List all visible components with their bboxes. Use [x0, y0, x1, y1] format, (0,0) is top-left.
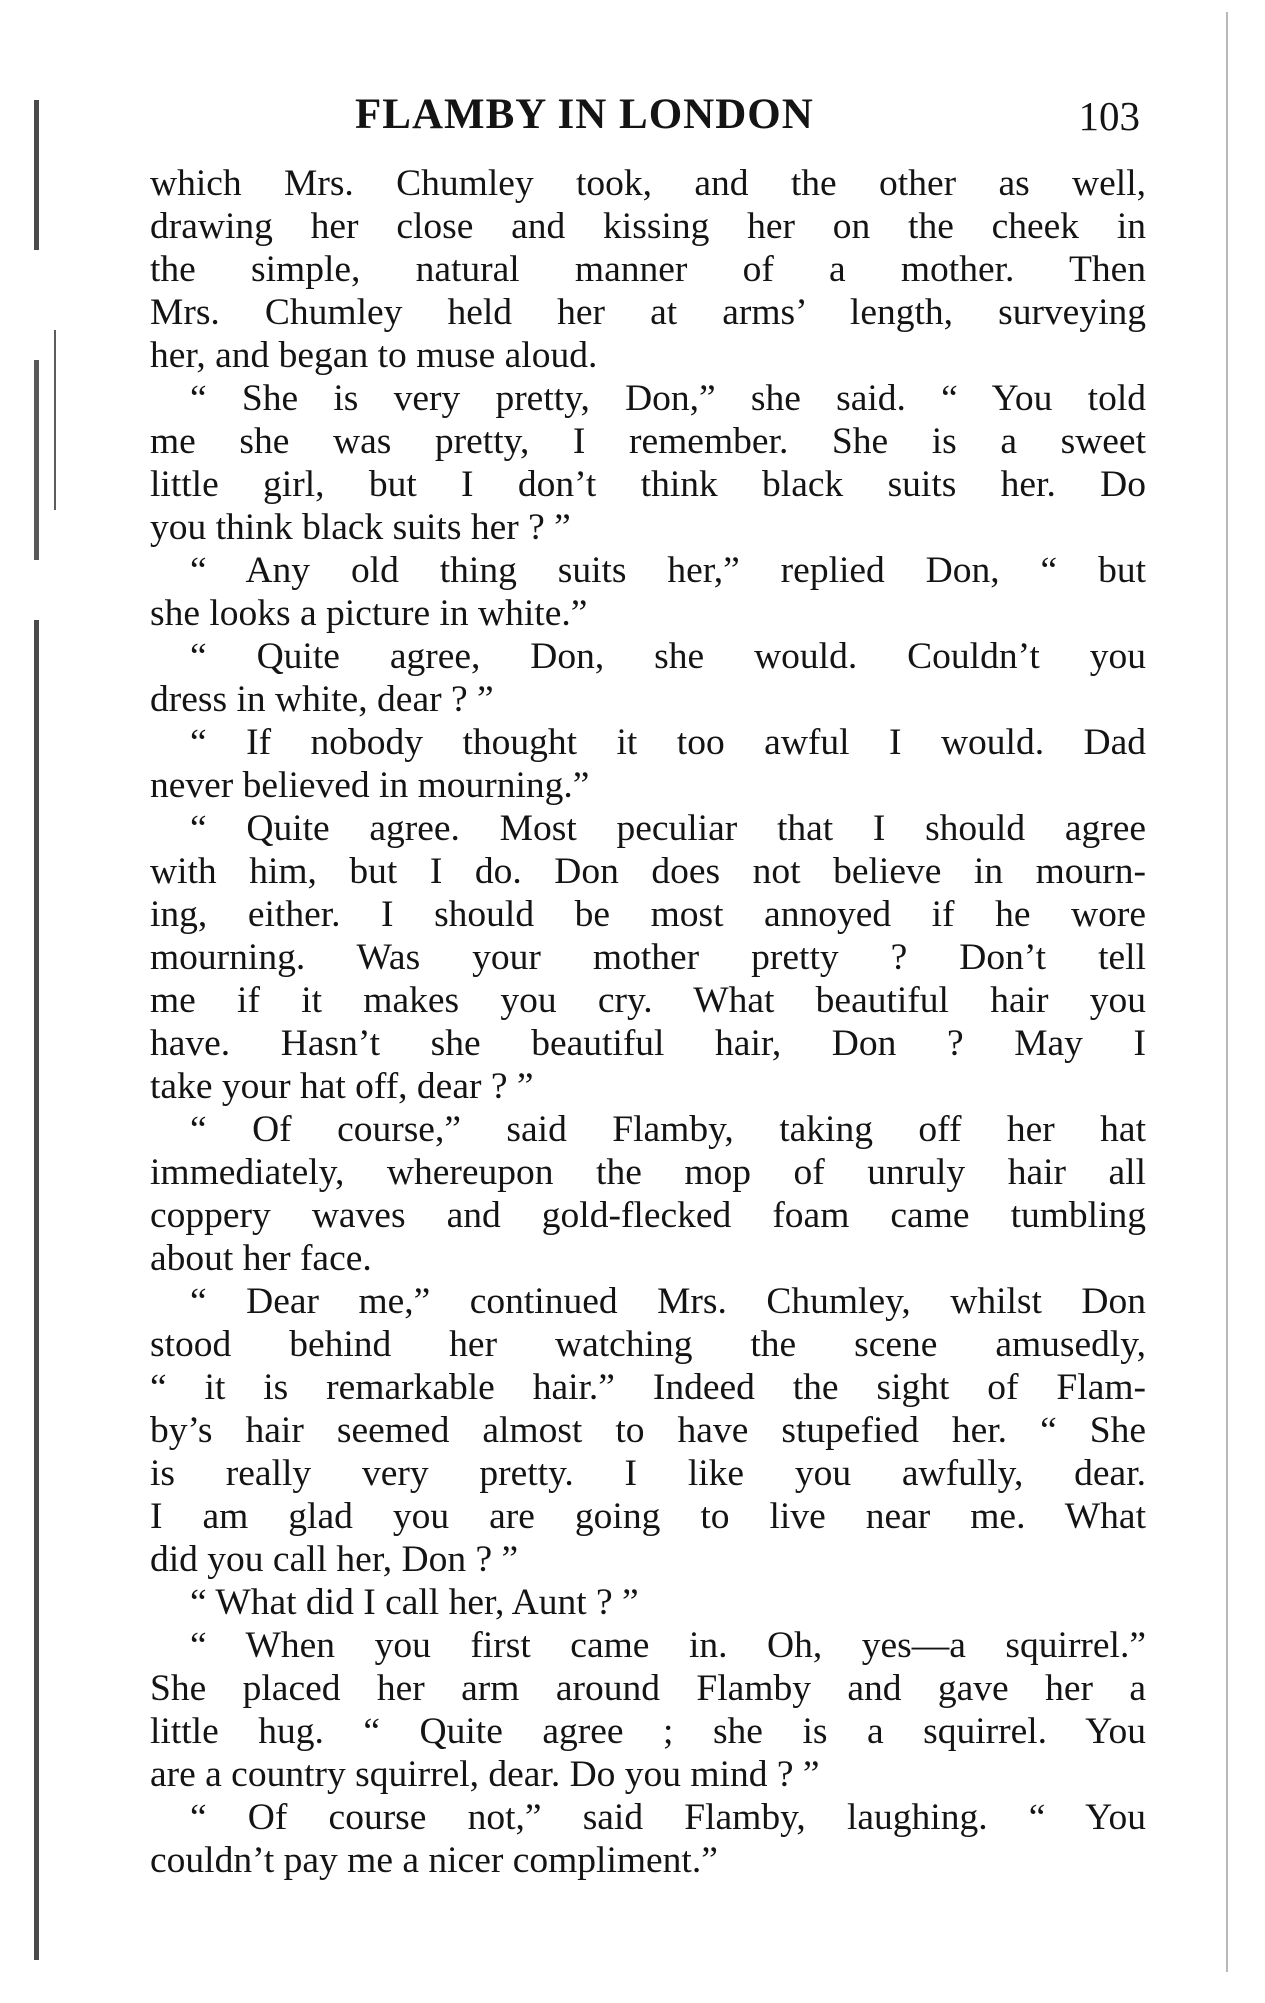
text-line: “ Of course not,” said Flamby, laughing. “ You: [190, 1797, 1146, 1838]
scan-binding-mark: [54, 330, 56, 510]
text-line: “ it is remarkable hair.” Indeed the sight of Flam-: [150, 1367, 1146, 1408]
text-line: with him, but I do. Don does not believe in mourn-: [150, 851, 1146, 892]
text-line: little hug. “ Quite agree ; she is a squirrel. You: [150, 1711, 1146, 1752]
running-head: FLAMBY IN LONDON: [355, 91, 814, 138]
text-line: stood behind her watching the scene amusedly,: [150, 1324, 1146, 1365]
text-line: which Mrs. Chumley took, and the other as well,: [150, 163, 1146, 204]
text-line: have. Hasn’t she beautiful hair, Don ? May I: [150, 1023, 1146, 1064]
text-line: “ Dear me,” continued Mrs. Chumley, whilst Don: [190, 1281, 1146, 1322]
text-line: me she was pretty, I remember. She is a sweet: [150, 421, 1146, 462]
text-line: “ Quite agree, Don, she would. Couldn’t you: [190, 636, 1146, 677]
text-line: did you call her, Don ? ”: [150, 1539, 519, 1580]
text-line: “ Any old thing suits her,” replied Don, “ but: [190, 550, 1146, 591]
text-line: me if it makes you cry. What beautiful hair you: [150, 980, 1146, 1021]
text-line: She placed her arm around Flamby and gave her a: [150, 1668, 1146, 1709]
text-line: Mrs. Chumley held her at arms’ length, surveying: [150, 292, 1146, 333]
text-line: I am glad you are going to live near me. What: [150, 1496, 1146, 1537]
text-line: “ When you first came in. Oh, yes—a squirrel.”: [190, 1625, 1146, 1666]
scan-binding-shadow: [34, 40, 39, 1960]
scan-page-edge: [1226, 12, 1228, 1972]
text-line: “ If nobody thought it too awful I would. Dad: [190, 722, 1146, 763]
text-line: dress in white, dear ? ”: [150, 679, 494, 720]
text-line: immediately, whereupon the mop of unruly hair all: [150, 1152, 1146, 1193]
text-line: ing, either. I should be most annoyed if he wore: [150, 894, 1146, 935]
text-line: drawing her close and kissing her on the cheek in: [150, 206, 1146, 247]
text-line: “ She is very pretty, Don,” she said. “ You told: [190, 378, 1146, 419]
text-line: mourning. Was your mother pretty ? Don’t tell: [150, 937, 1146, 978]
body-text: [150, 162, 1146, 1882]
text-line: the simple, natural manner of a mother. Then: [150, 249, 1146, 290]
text-line: little girl, but I don’t think black suits her. Do: [150, 464, 1146, 505]
text-line: “ Quite agree. Most peculiar that I should agree: [190, 808, 1146, 849]
text-line: is really very pretty. I like you awfully, dear.: [150, 1453, 1146, 1494]
text-line: couldn’t pay me a nicer compliment.”: [150, 1840, 718, 1881]
text-line: never believed in mourning.”: [150, 765, 590, 806]
text-line: “ What did I call her, Aunt ? ”: [190, 1582, 639, 1623]
page-header: [150, 90, 1140, 150]
text-line: you think black suits her ? ”: [150, 507, 571, 548]
text-line: her, and began to muse aloud.: [150, 335, 598, 376]
text-line: she looks a picture in white.”: [150, 593, 588, 634]
text-line: take your hat off, dear ? ”: [150, 1066, 534, 1107]
text-line: about her face.: [150, 1238, 372, 1279]
text-line: coppery waves and gold-flecked foam came tumbling: [150, 1195, 1146, 1236]
text-line: by’s hair seemed almost to have stupefied her. “ She: [150, 1410, 1146, 1451]
page-number: 103: [1078, 93, 1140, 139]
text-line: “ Of course,” said Flamby, taking off her hat: [190, 1109, 1146, 1150]
text-line: are a country squirrel, dear. Do you mind ? ”: [150, 1754, 820, 1795]
